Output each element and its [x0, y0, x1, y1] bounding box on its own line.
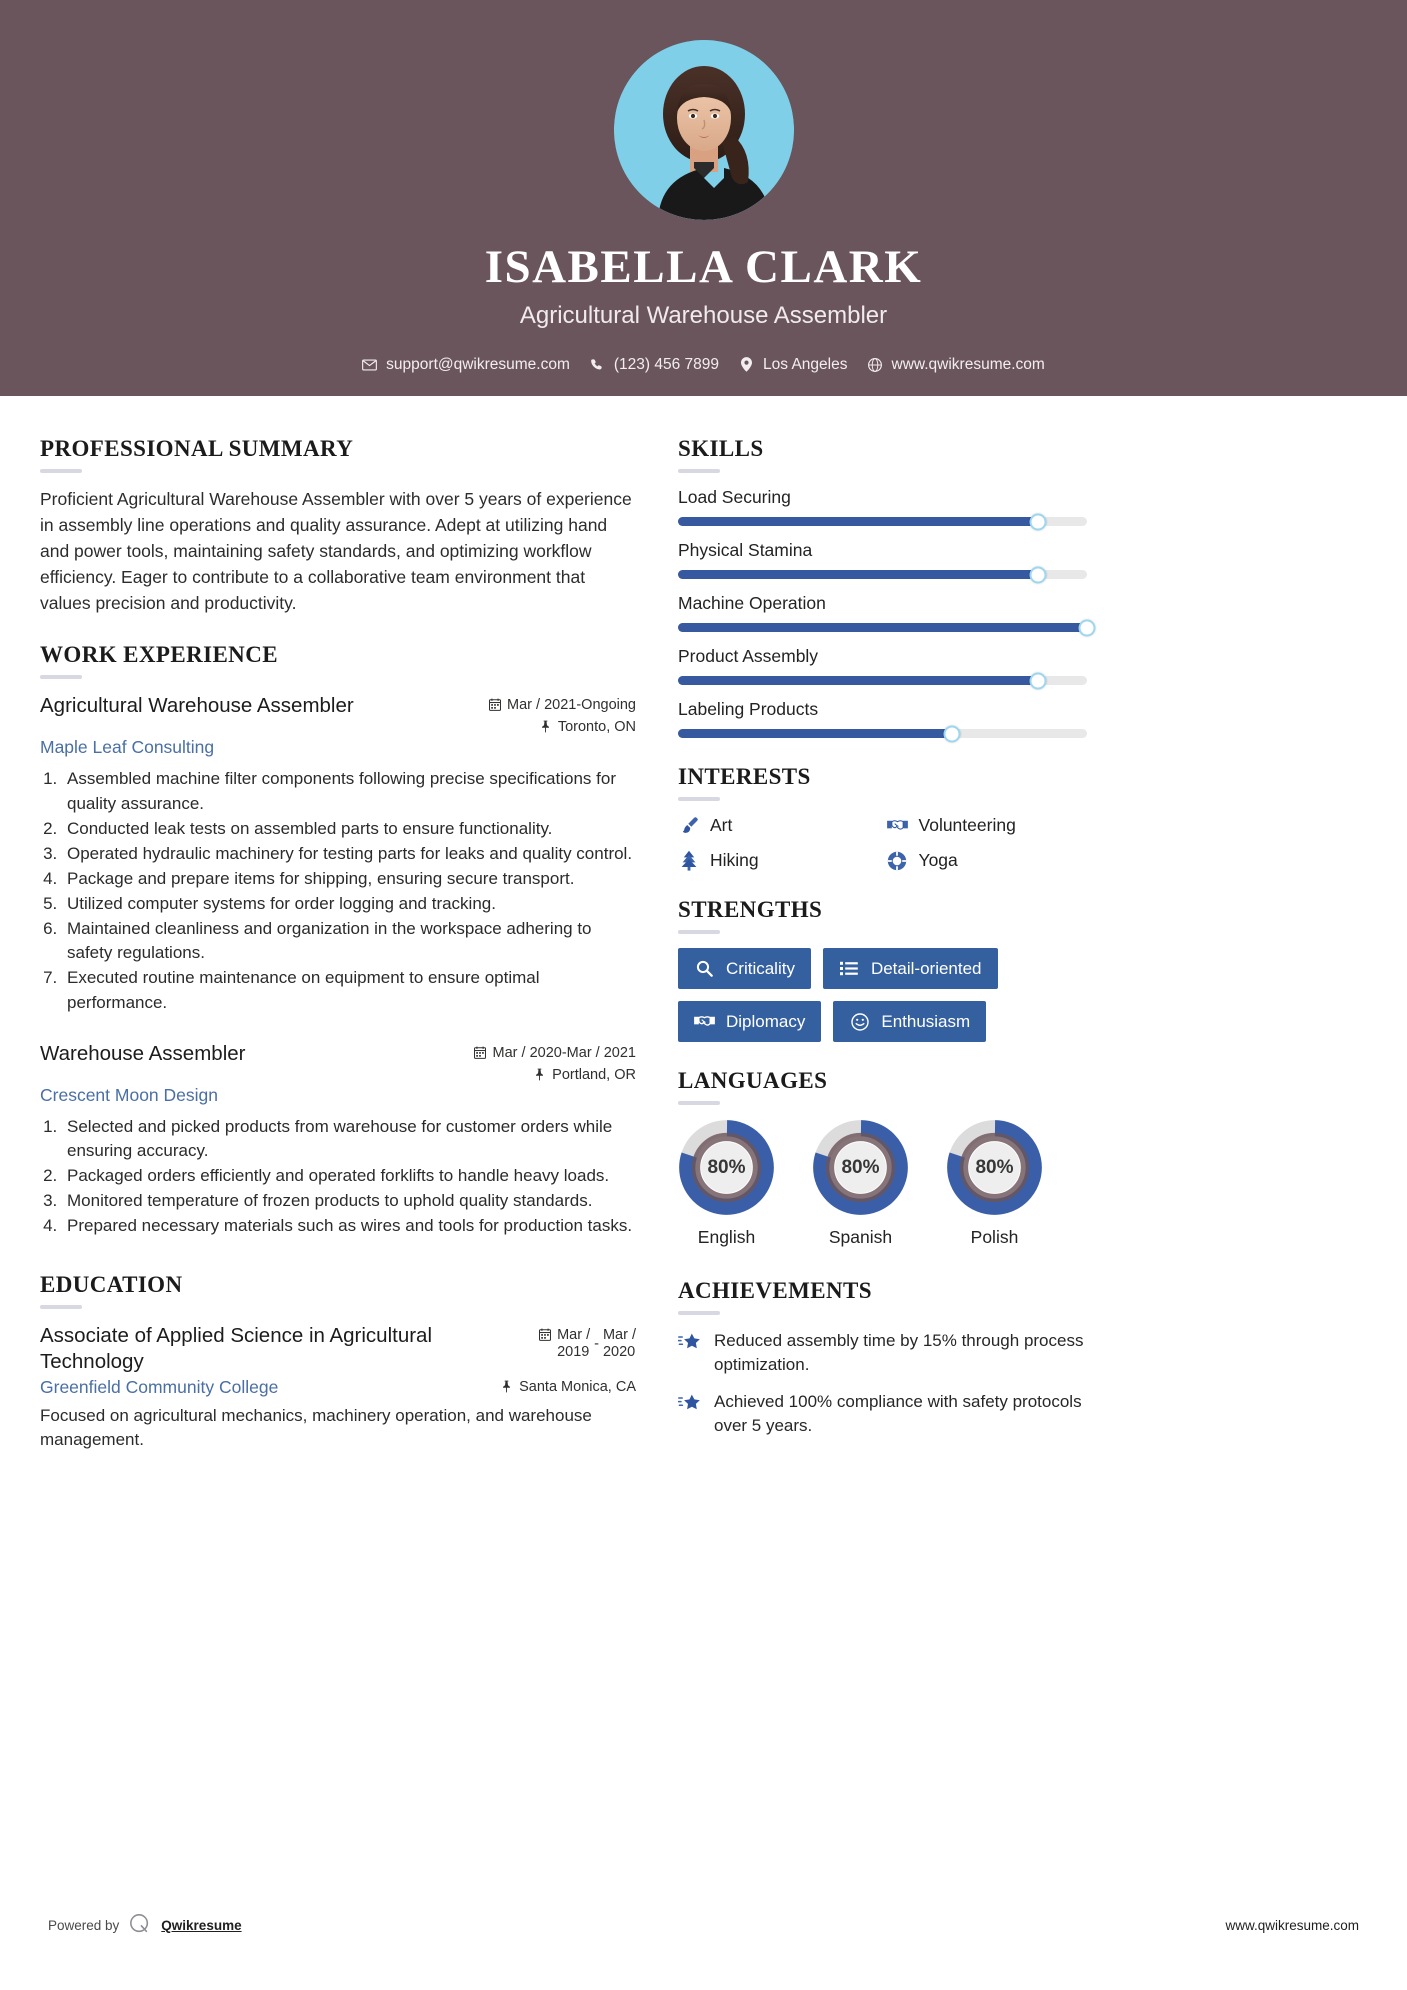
language-percent: 80%	[707, 1156, 746, 1178]
list-item: 4. Prepared necessary materials such as wires and tools for production tasks.	[62, 1214, 636, 1238]
section-skills	[678, 436, 1087, 738]
contact-email-text: support@qwikresume.com	[386, 355, 570, 373]
job-company[interactable]: Crescent Moon Design	[40, 1084, 218, 1105]
list-item: 1. Assembled machine filter components following precise specifications for quality assurance.	[62, 767, 636, 815]
education-degree: Associate of Applied Science in Agricultural Technology	[40, 1324, 433, 1373]
paint-brush-icon	[678, 815, 699, 836]
strength-chip-criticality[interactable]	[678, 948, 811, 989]
strength-label: Criticality	[726, 958, 795, 978]
interest-label: Art	[710, 815, 733, 835]
list-item: 3. Monitored temperature of frozen products to uphold quality standards.	[62, 1189, 636, 1213]
list-item: 5. Utilized computer systems for order logging and tracking.	[62, 892, 636, 916]
location-pin-icon	[739, 357, 754, 372]
pin-icon	[500, 1379, 513, 1394]
skill-item	[678, 699, 1087, 738]
language-item-polish	[946, 1119, 1043, 1248]
footer-powered-by-label: Powered by	[48, 1918, 120, 1933]
interest-item-art	[678, 815, 879, 836]
skill-fill	[678, 623, 1087, 632]
contact-website[interactable]	[868, 356, 1045, 374]
education-school[interactable]: Greenfield Community College	[40, 1376, 279, 1397]
language-item-spanish	[812, 1119, 909, 1248]
pin-icon	[539, 719, 552, 734]
section-divider	[678, 469, 720, 473]
page-footer	[0, 1913, 1407, 1938]
section-heading: WORK EXPERIENCE	[40, 642, 278, 668]
section-divider	[678, 1311, 720, 1315]
section-divider	[678, 1101, 720, 1105]
summary-text: Proficient Agricultural Warehouse Assembler with over 5 years of experience in assembly line operations and quality assurance. Adept at utilizing hand and power tools, maintaining safety standards, and optimizing workflow efficiency. Eager to contribute to a collaborative team environment that values precision and productivity.	[40, 489, 632, 613]
language-name: English	[697, 1227, 756, 1247]
skill-slider[interactable]	[678, 570, 1087, 579]
education-date-start-year: 2019	[557, 1344, 590, 1360]
skill-thumb[interactable]	[1029, 513, 1046, 530]
list-item: 3. Operated hydraulic machinery for testing parts for leaks and quality control.	[62, 842, 636, 866]
skill-label: Labeling Products	[678, 699, 819, 719]
list-item: 2. Packaged orders efficiently and operated forklifts to handle heavy loads.	[62, 1164, 636, 1188]
section-strengths	[678, 897, 1087, 1042]
interest-label: Volunteering	[918, 815, 1016, 835]
language-name: Spanish	[828, 1227, 893, 1247]
page-title: ISABELLA CLARK	[484, 241, 923, 293]
skill-item	[678, 593, 1087, 632]
contact-location	[739, 356, 847, 374]
section-heading: INTERESTS	[678, 764, 811, 789]
contact-website-text: www.qwikresume.com	[891, 355, 1045, 373]
skill-label: Physical Stamina	[678, 540, 813, 560]
section-languages	[678, 1068, 1087, 1248]
resume-header	[0, 0, 1407, 396]
achievement-text: Achieved 100% compliance with safety protocols over 5 years.	[714, 1392, 1082, 1436]
language-donut-chart	[946, 1119, 1043, 1216]
education-description: Focused on agricultural mechanics, machinery operation, and warehouse management.	[40, 1405, 592, 1450]
life-ring-icon	[887, 850, 908, 871]
achievement-item	[678, 1390, 1087, 1438]
skill-item	[678, 646, 1087, 685]
skill-fill	[678, 570, 1038, 579]
skill-fill	[678, 729, 952, 738]
skill-label: Machine Operation	[678, 593, 826, 613]
header-job-title: Agricultural Warehouse Assembler	[519, 301, 888, 329]
education-location: Santa Monica, CA	[519, 1378, 636, 1395]
education-date-separator: -	[594, 1335, 599, 1352]
job-dates: Mar / 2021-Ongoing	[507, 697, 636, 714]
section-heading: STRENGTHS	[678, 897, 823, 922]
interest-item-hiking	[678, 850, 879, 871]
calendar-icon	[538, 1327, 551, 1342]
strength-chip-enthusiasm[interactable]	[833, 1001, 986, 1042]
star-icon	[678, 1392, 702, 1416]
section-heading: ACHIEVEMENTS	[678, 1278, 872, 1303]
job-bullets	[40, 1115, 636, 1239]
footer-brand-link[interactable]: Qwikresume	[161, 1918, 242, 1933]
skill-slider[interactable]	[678, 517, 1087, 526]
pin-icon	[533, 1067, 546, 1082]
email-icon	[362, 357, 377, 372]
interest-item-yoga	[887, 850, 1088, 871]
strength-label: Diplomacy	[726, 1011, 806, 1031]
skill-fill	[678, 676, 1038, 685]
search-icon	[694, 958, 715, 979]
list-icon	[839, 958, 860, 979]
skill-label: Product Assembly	[678, 646, 819, 666]
section-divider	[678, 930, 720, 934]
smile-icon	[849, 1011, 870, 1032]
job-company[interactable]: Maple Leaf Consulting	[40, 737, 215, 758]
skill-thumb[interactable]	[1029, 566, 1046, 583]
strength-chip-diplomacy[interactable]	[678, 1001, 821, 1042]
list-item: 4. Package and prepare items for shipping, ensuring secure transport.	[62, 867, 636, 891]
job-bullets	[40, 767, 636, 1014]
section-heading: SKILLS	[678, 436, 764, 461]
section-professional-summary	[40, 436, 636, 616]
language-donut-chart	[678, 1119, 775, 1216]
language-item-english	[678, 1119, 775, 1248]
job-role: Warehouse Assembler	[40, 1041, 246, 1065]
section-divider	[40, 1305, 82, 1309]
avatar-photo	[614, 40, 794, 220]
skill-slider[interactable]	[678, 729, 1087, 738]
section-divider	[40, 675, 82, 679]
resume-body	[0, 396, 1407, 1479]
section-education	[40, 1272, 636, 1453]
interest-item-volunteering	[887, 815, 1088, 836]
job-meta	[488, 693, 636, 735]
list-item: 7. Executed routine maintenance on equipment to ensure optimal performance.	[62, 966, 636, 1014]
education-dates	[557, 1327, 636, 1360]
section-heading: PROFESSIONAL SUMMARY	[40, 436, 354, 461]
list-item: 2. Conducted leak tests on assembled parts to ensure functionality.	[62, 817, 636, 841]
skill-label: Load Securing	[678, 487, 791, 507]
achievement-text: Reduced assembly time by 15% through process optimization.	[714, 1331, 1084, 1375]
left-column	[40, 436, 636, 1479]
language-percent: 80%	[841, 1156, 880, 1178]
job-location: Toronto, ON	[557, 719, 636, 736]
education-date-end-year: 2020	[602, 1344, 636, 1360]
education-entry	[40, 1323, 636, 1453]
tree-icon	[678, 850, 699, 871]
education-date-start-month: Mar /	[557, 1327, 591, 1344]
section-divider	[678, 797, 720, 801]
interest-label: Hiking	[710, 850, 759, 870]
contact-phone[interactable]	[590, 356, 719, 374]
achievement-item	[678, 1329, 1087, 1377]
skill-fill	[678, 517, 1038, 526]
phone-icon	[590, 357, 605, 372]
strength-label: Detail-oriented	[870, 958, 982, 978]
section-heading: EDUCATION	[40, 1272, 183, 1298]
section-divider	[40, 469, 82, 473]
language-percent: 80%	[975, 1156, 1014, 1178]
skill-thumb[interactable]	[944, 725, 961, 742]
handshake-icon	[694, 1011, 715, 1032]
language-chart-row	[678, 1119, 1087, 1248]
skill-item	[678, 487, 1087, 526]
strength-label: Enthusiasm	[881, 1011, 971, 1031]
language-name: Polish	[970, 1227, 1019, 1247]
footer-branding	[48, 1913, 242, 1938]
job-dates: Mar / 2020-Mar / 2021	[492, 1044, 636, 1061]
list-item: 6. Maintained cleanliness and organization in the workspace adhering to safety regulations.	[62, 917, 636, 965]
strength-list	[678, 948, 1087, 1042]
job-location: Portland, OR	[552, 1066, 636, 1083]
experience-entry	[40, 693, 636, 1014]
skill-thumb[interactable]	[1029, 672, 1046, 689]
job-role: Agricultural Warehouse Assembler	[40, 694, 354, 718]
skill-slider[interactable]	[678, 676, 1087, 685]
job-meta	[474, 1041, 636, 1083]
skill-item	[678, 540, 1087, 579]
star-icon	[678, 1331, 702, 1355]
calendar-icon	[474, 1045, 487, 1060]
footer-website[interactable]: www.qwikresume.com	[1225, 1918, 1359, 1933]
strength-chip-detail-oriented[interactable]	[823, 948, 998, 989]
calendar-icon	[488, 697, 501, 712]
contact-email[interactable]	[362, 356, 570, 374]
skill-thumb[interactable]	[1079, 619, 1096, 636]
contact-row	[0, 356, 1407, 374]
section-interests	[678, 764, 1087, 871]
section-work-experience	[40, 642, 636, 1238]
avatar	[614, 40, 794, 220]
interest-grid	[678, 815, 1087, 871]
globe-icon	[868, 357, 883, 372]
education-meta	[538, 1323, 636, 1360]
section-achievements	[678, 1278, 1087, 1439]
section-heading: LANGUAGES	[678, 1068, 828, 1093]
contact-location-text: Los Angeles	[763, 355, 848, 373]
contact-phone-text: (123) 456 7899	[613, 355, 720, 373]
experience-entry	[40, 1041, 636, 1239]
skill-slider[interactable]	[678, 623, 1087, 632]
language-donut-chart	[812, 1119, 909, 1216]
list-item: 1. Selected and picked products from warehouse for customer orders while ensuring accuracy.	[62, 1115, 636, 1163]
interest-label: Yoga	[918, 850, 958, 870]
right-column	[678, 436, 1087, 1479]
qwikresume-logo-icon	[129, 1913, 151, 1938]
handshake-icon	[887, 815, 908, 836]
education-date-end-month: Mar /	[602, 1327, 636, 1344]
